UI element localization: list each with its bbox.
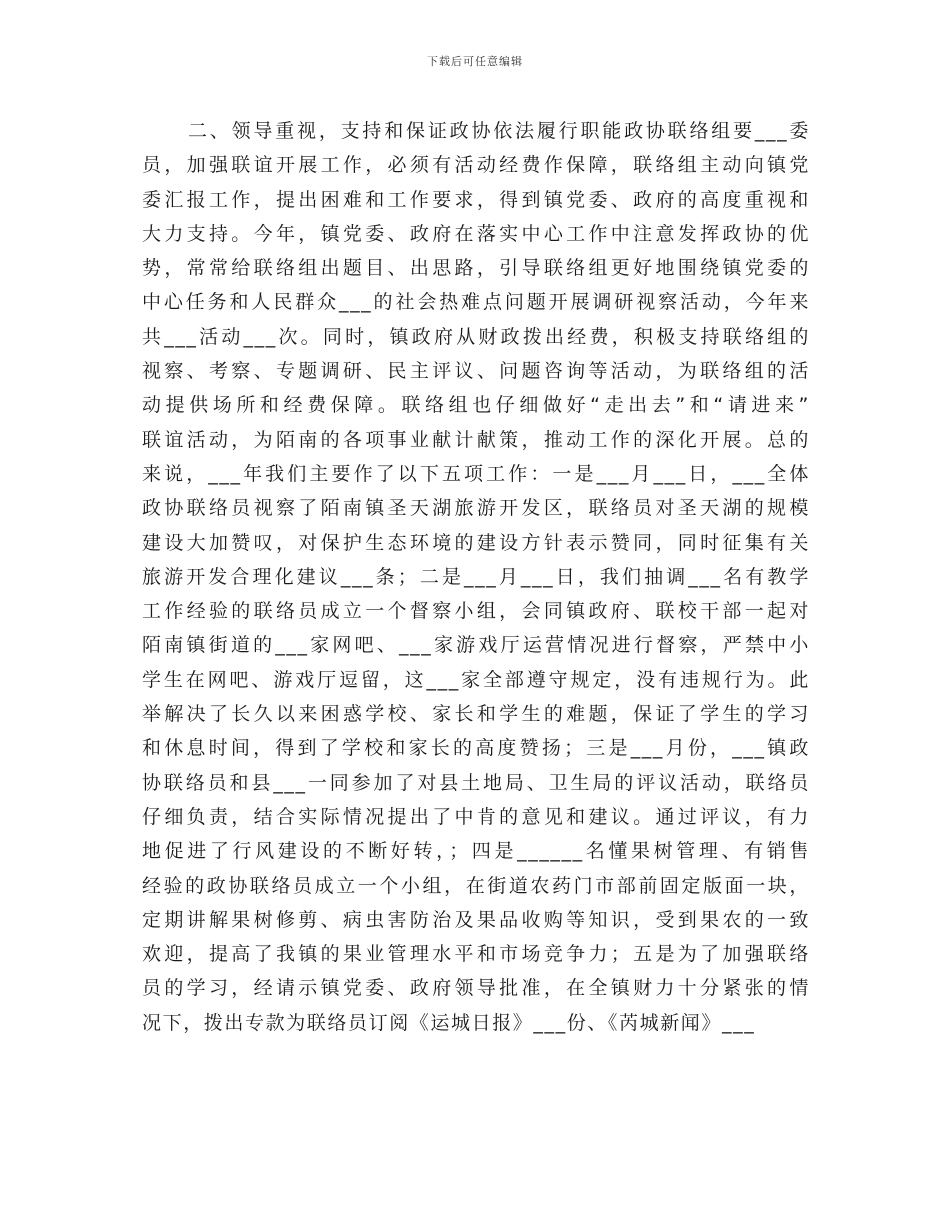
paragraph-line: 地促进了行风建设的不断好转，；四是______名懂果树管理、有销售 — [142, 840, 810, 863]
paragraph-line: 况下，拨出专款为联络员订阅《运城日报》___份、《芮城新闻》___ — [142, 1011, 756, 1034]
page-header — [0, 53, 950, 69]
header-text: 下载后可任意编辑 — [427, 55, 523, 68]
paragraph-line: 委汇报工作，提出困难和工作要求，得到镇党委、政府的高度重视和 — [142, 188, 810, 211]
paragraph-line: 经验的政协联络员成立一个小组，在街道农药门市部前固定版面一块， — [142, 874, 810, 897]
paragraph-line: 势，常常给联络组出题目、出思路，引导联络组更好地围绕镇党委的 — [142, 257, 810, 280]
paragraph-line: 协联络员和县___一同参加了对县土地局、卫生局的评议活动，联络员 — [142, 771, 810, 794]
paragraph-line: 视察、考察、专题调研、民主评议、问题咨询等活动，为联络组的活 — [142, 360, 810, 383]
paragraph-line: 和休息时间，得到了学校和家长的高度赞扬；三是___月份，___镇政 — [142, 737, 810, 760]
paragraph-line: 欢迎，提高了我镇的果业管理水平和市场竞争力；五是为了加强联络 — [142, 943, 810, 966]
paragraph-line: 陌南镇街道的___家网吧、___家游戏厅运营情况进行督察，严禁中小 — [142, 634, 810, 657]
paragraph-line: 政协联络员视察了陌南镇圣天湖旅游开发区，联络员对圣天湖的规模 — [142, 497, 810, 520]
paragraph-line: 定期讲解果树修剪、病虫害防治及果品收购等知识，受到果农的一致 — [142, 908, 810, 931]
paragraph-line: 二、领导重视，支持和保证政协依法履行职能政协联络组要___委 — [188, 120, 810, 142]
paragraph-line: 联谊活动，为陌南的各项事业献计献策，推动工作的深化开展。总的 — [142, 428, 810, 451]
paragraph-line: 仔细负责，结合实际情况提出了中肯的意见和建议。通过评议，有力 — [142, 805, 810, 828]
paragraph-line: 学生在网吧、游戏厅逗留，这___家全部遵守规定，没有违规行为。此 — [142, 668, 810, 691]
paragraph-line: 举解决了长久以来困惑学校、家长和学生的难题，保证了学生的学习 — [142, 703, 810, 726]
paragraph-line: 动提供场所和经费保障。联络组也仔细做好“走出去”和“请进来” — [142, 394, 810, 417]
document-body — [142, 114, 810, 1040]
paragraph-line: 员，加强联谊开展工作，必须有活动经费作保障，联络组主动向镇党 — [142, 154, 810, 177]
paragraph-line: 员的学习，经请示镇党委、政府领导批准，在全镇财力十分紧张的情 — [142, 977, 810, 1000]
paragraph-line: 中心任务和人民群众___的社会热难点问题开展调研视察活动，今年来 — [142, 291, 810, 314]
paragraph-line: 工作经验的联络员成立一个督察小组，会同镇政府、联校干部一起对 — [142, 600, 810, 623]
paragraph-line: 来说，___年我们主要作了以下五项工作：一是___月___日，___全体 — [142, 462, 810, 485]
paragraph-line: 建设大加赞叹，对保护生态环境的建设方针表示赞同，同时征集有关 — [142, 531, 810, 554]
paragraph-line: 旅游开发合理化建议___条；二是___月___日，我们抽调___名有教学 — [142, 565, 810, 588]
paragraph-line: 共___活动___次。同时，镇政府从财政拨出经费，积极支持联络组的 — [142, 325, 810, 348]
paragraph-line: 大力支持。今年，镇党委、政府在落实中心工作中注意发挥政协的优 — [142, 222, 810, 245]
